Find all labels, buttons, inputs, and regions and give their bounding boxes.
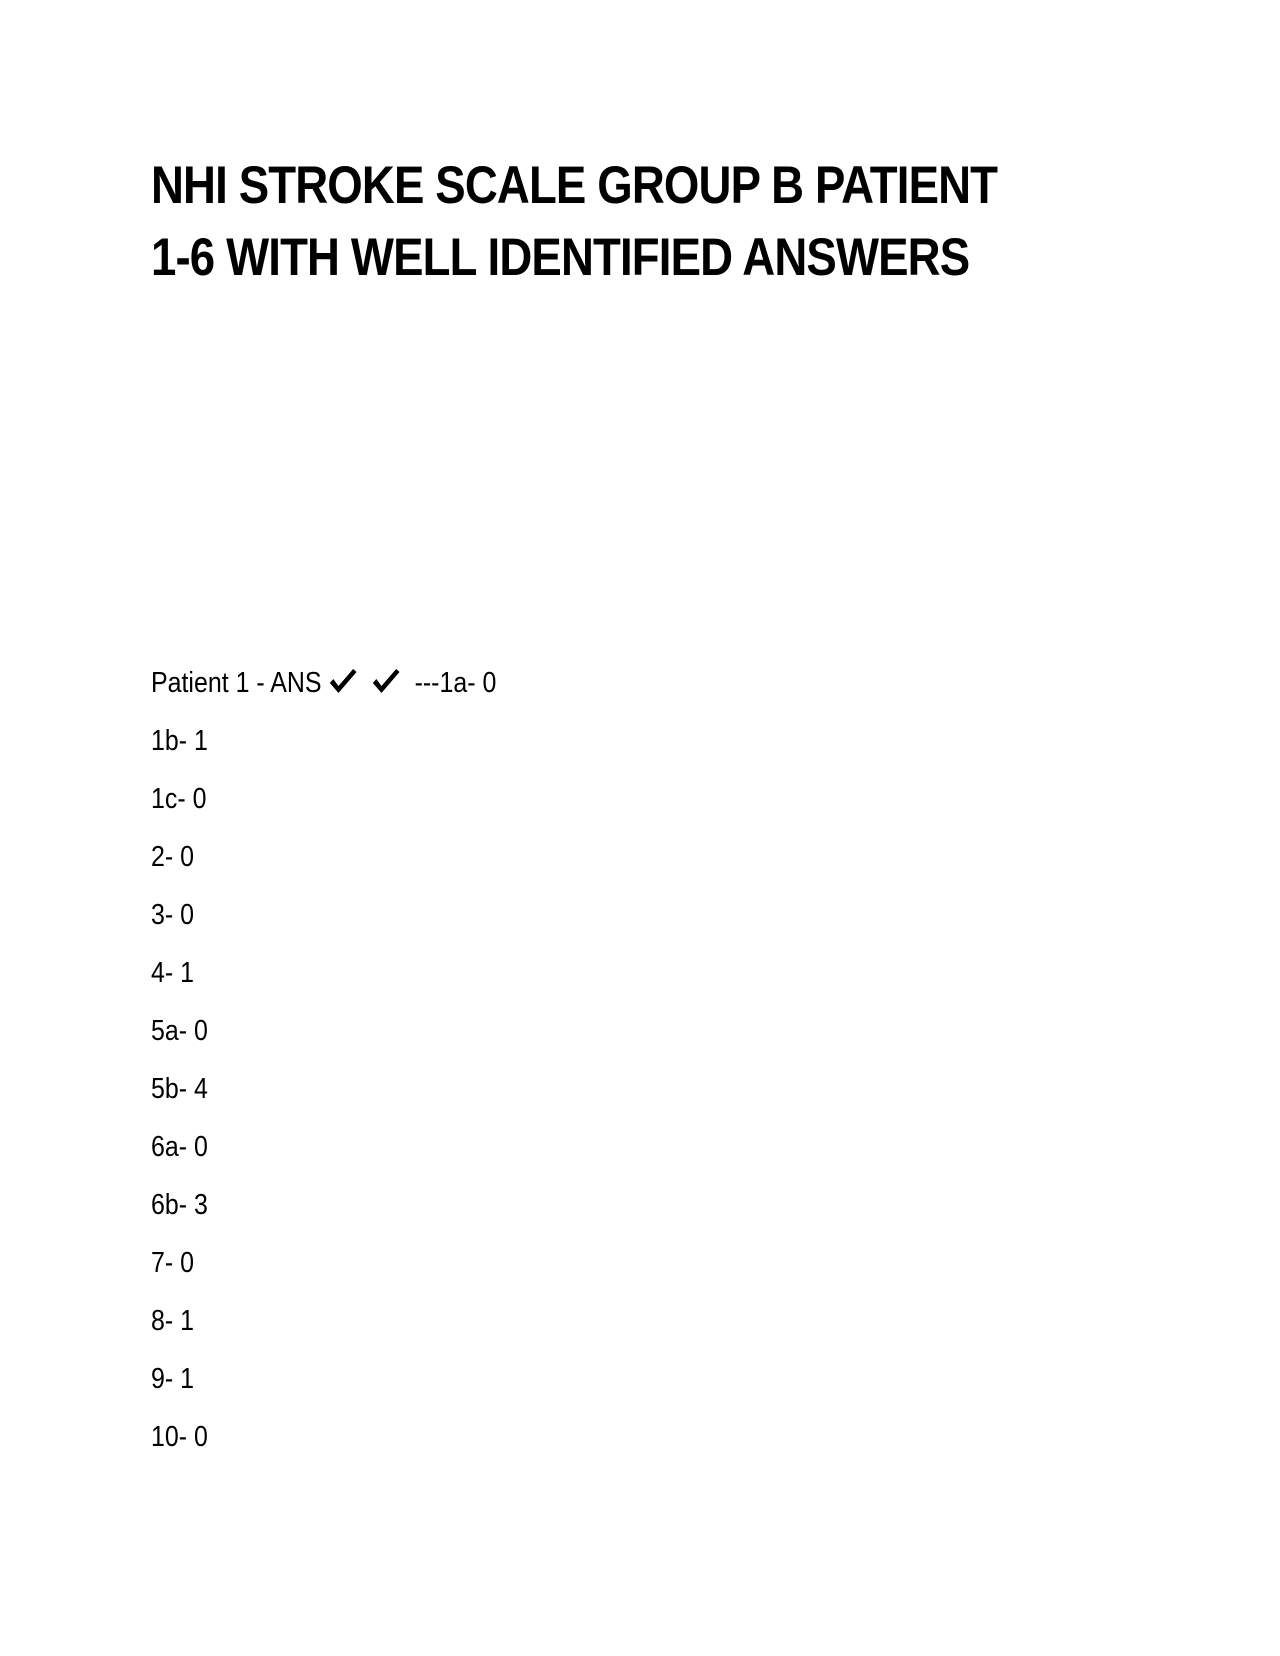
- checkmark-icon: [328, 668, 359, 696]
- answer-item: 4- 1: [151, 957, 194, 989]
- checkmark-icon: [372, 668, 403, 696]
- title-line-2: 1-6 WITH WELL IDENTIFIED ANSWERS: [151, 228, 970, 287]
- answer-item: 2- 0: [151, 841, 194, 873]
- answer-item: 3- 0: [151, 899, 194, 931]
- answer-item: 7- 0: [151, 1247, 194, 1279]
- patient-answer-heading: [151, 664, 496, 722]
- answer-item: 6a- 0: [151, 1131, 208, 1163]
- answer-item: 5b- 4: [151, 1073, 208, 1105]
- answer-item: 9- 1: [151, 1363, 194, 1395]
- answer-list: [151, 664, 553, 1476]
- title-line-1: NHI STROKE SCALE GROUP B PATIENT: [151, 156, 998, 215]
- answer-item: 8- 1: [151, 1305, 194, 1337]
- answer-item: 10- 0: [151, 1421, 208, 1453]
- answer-item: 5a- 0: [151, 1015, 208, 1047]
- patient-answer-prefix: Patient 1 - ANS: [151, 667, 322, 699]
- page-title: [151, 150, 1011, 294]
- answer-item: 1b- 1: [151, 725, 208, 757]
- answer-item: 1c- 0: [151, 783, 207, 815]
- patient-answer-suffix: ---1a- 0: [414, 667, 497, 699]
- answer-item: 6b- 3: [151, 1189, 208, 1221]
